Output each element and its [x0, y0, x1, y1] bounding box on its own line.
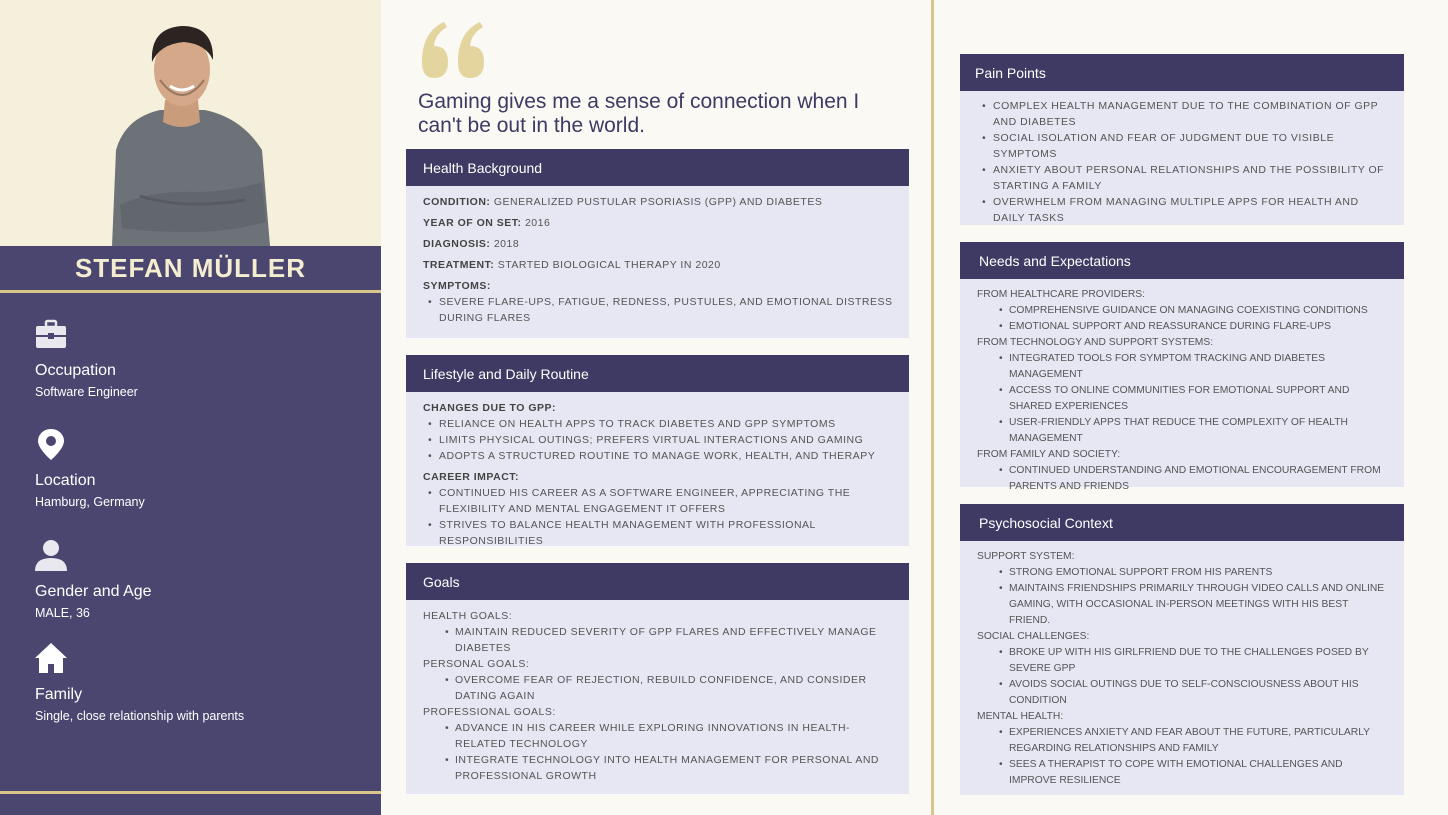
psycho-group-1-key: SUPPORT SYSTEM:	[977, 551, 1075, 562]
location-label: Location	[35, 472, 96, 489]
health-background-card	[406, 149, 909, 338]
list-item: • COMPLEX HEALTH MANAGEMENT DUE TO THE COMBINATION OF GPP AND DIABETES	[977, 98, 1388, 130]
profile-photo	[0, 0, 381, 246]
diagnosis-value: 2018	[493, 238, 520, 250]
list-item: • INTEGRATED TOOLS FOR SYMPTOM TRACKING AND DIABETES MANAGEMENT	[977, 351, 1388, 383]
occupation-value: Software Engineer	[35, 385, 138, 399]
gender-age-value: MALE, 36	[35, 606, 90, 620]
list-item: • SOCIAL ISOLATION AND FEAR OF JUDGMENT DUE TO VISIBLE SYMPTOMS	[977, 130, 1388, 162]
psychosocial-title: Psychosocial Context	[960, 504, 1404, 541]
list-item: • ADOPTS A STRUCTURED ROUTINE TO MANAGE WORK, HEALTH, AND THERAPY	[423, 448, 893, 464]
goals-title: Goals	[406, 563, 909, 600]
list-item: • ANXIETY ABOUT PERSONAL RELATIONSHIPS AND THE POSSIBILITY OF STARTING A FAMILY	[977, 162, 1388, 194]
list-item: • OVERWHELM FROM MANAGING MULTIPLE APPS FOR HEALTH AND DAILY TASKS	[977, 194, 1388, 226]
treatment-key: TREATMENT:	[423, 259, 495, 271]
treatment-value: STARTED BIOLOGICAL THERAPY IN 2020	[497, 259, 721, 271]
pain-points-title: Pain Points	[960, 54, 1404, 91]
psychosocial-card	[960, 504, 1404, 795]
onset-key: YEAR OF ON SET:	[423, 217, 522, 229]
list-item: • CONTINUED UNDERSTANDING AND EMOTIONAL ENCOURAGEMENT FROM PARENTS AND FRIENDS	[977, 463, 1388, 495]
health-background-title: Health Background	[406, 149, 909, 186]
family-value: Single, close relationship with parents	[35, 709, 245, 723]
list-item: • AVOIDS SOCIAL OUTINGS DUE TO SELF-CONSCIOUSNESS ABOUT HIS CONDITION	[977, 677, 1388, 709]
psycho-group-2-key: SOCIAL CHALLENGES:	[977, 631, 1090, 642]
location-pin-icon	[35, 428, 67, 460]
briefcase-icon	[35, 318, 67, 350]
lifestyle-body	[406, 392, 909, 549]
list-item: • CONTINUED HIS CAREER AS A SOFTWARE ENGINEER, APPRECIATING THE FLEXIBILITY AND MENTAL ENGAGEMENT IT OFFERS	[423, 485, 893, 517]
name-band	[0, 246, 381, 290]
list-item: • BROKE UP WITH HIS GIRLFRIEND DUE TO THE CHALLENGES POSED BY SEVERE GPP	[977, 645, 1388, 677]
gender-age-item	[35, 539, 152, 620]
diagnosis-row	[423, 236, 893, 252]
location-item	[35, 428, 145, 509]
gold-divider	[0, 290, 381, 293]
lifestyle-title: Lifestyle and Daily Routine	[406, 355, 909, 392]
psychosocial-body	[960, 541, 1404, 789]
list-item: • STRONG EMOTIONAL SUPPORT FROM HIS PARENTS	[977, 565, 1388, 581]
profile-panel	[0, 0, 381, 815]
list-item: • ADVANCE IN HIS CAREER WHILE EXPLORING INNOVATIONS IN HEALTH-RELATED TECHNOLOGY	[423, 720, 893, 752]
location-value: Hamburg, Germany	[35, 495, 145, 509]
persona-name: STEFAN MÜLLER	[74, 252, 307, 283]
needs-group-2-key: FROM TECHNOLOGY AND SUPPORT SYSTEMS:	[977, 337, 1214, 348]
vertical-divider	[931, 0, 934, 815]
career-key: CAREER IMPACT:	[423, 471, 520, 483]
occupation-label: Occupation	[35, 362, 116, 379]
list-item: • EXPERIENCES ANXIETY AND FEAR ABOUT THE FUTURE, PARTICULARLY REGARDING RELATIONSHIPS AND FAMILY	[977, 725, 1388, 757]
symptoms-key: SYMPTOMS:	[423, 280, 491, 292]
needs-title: Needs and Expectations	[960, 242, 1404, 279]
persona-quote: Gaming gives me a sense of connection when I can't be out in the world.	[418, 90, 860, 137]
gold-divider-bottom	[0, 791, 381, 794]
list-item: • INTEGRATE TECHNOLOGY INTO HEALTH MANAGEMENT FOR PERSONAL AND PROFESSIONAL GROWTH	[423, 752, 893, 784]
pain-points-body	[960, 91, 1404, 226]
symptoms-row	[423, 278, 893, 294]
personal-goals-key: PERSONAL GOALS:	[423, 658, 530, 670]
onset-row	[423, 215, 893, 231]
gender-age-label: Gender and Age	[35, 583, 152, 600]
list-item: • RELIANCE ON HEALTH APPS TO TRACK DIABETES AND GPP SYMPTOMS	[423, 416, 893, 432]
needs-group-3-key: FROM FAMILY AND SOCIETY:	[977, 449, 1121, 460]
list-item: • OVERCOME FEAR OF REJECTION, REBUILD CONFIDENCE, AND CONSIDER DATING AGAIN	[423, 672, 893, 704]
psycho-group-3-key: MENTAL HEALTH:	[977, 711, 1064, 722]
list-item: • STRIVES TO BALANCE HEALTH MANAGEMENT WITH PROFESSIONAL RESPONSIBILITIES	[423, 517, 893, 549]
list-item: • USER-FRIENDLY APPS THAT REDUCE THE COMPLEXITY OF HEALTH MANAGEMENT	[977, 415, 1388, 447]
list-item: • EMOTIONAL SUPPORT AND REASSURANCE DURING FLARE-UPS	[977, 319, 1388, 335]
list-item: • ACCESS TO ONLINE COMMUNITIES FOR EMOTIONAL SUPPORT AND SHARED EXPERIENCES	[977, 383, 1388, 415]
diagnosis-key: DIAGNOSIS:	[423, 238, 491, 250]
professional-goals-key: PROFESSIONAL GOALS:	[423, 706, 556, 718]
family-item	[35, 642, 244, 723]
goals-card	[406, 563, 909, 794]
health-background-body	[406, 186, 909, 326]
list-item: • MAINTAIN REDUCED SEVERITY OF GPP FLARES AND EFFECTIVELY MANAGE DIABETES	[423, 624, 893, 656]
family-label: Family	[35, 686, 83, 703]
condition-key: CONDITION:	[423, 196, 491, 208]
onset-value: 2016	[524, 217, 551, 229]
condition-value: GENERALIZED PUSTULAR PSORIASIS (GPP) AND DIABETES	[493, 196, 823, 208]
goals-body	[406, 600, 909, 784]
list-item: • SEES A THERAPIST TO COPE WITH EMOTIONAL CHALLENGES AND IMPROVE RESILIENCE	[977, 757, 1388, 789]
occupation-item	[35, 318, 138, 399]
treatment-row	[423, 257, 893, 273]
list-item: • MAINTAINS FRIENDSHIPS PRIMARILY THROUGH VIDEO CALLS AND ONLINE GAMING, WITH OCCASIONAL IN-PERSON MEETINGS WITH HIS BEST FRIEND.	[977, 581, 1388, 629]
needs-body	[960, 279, 1404, 495]
portrait-illustration	[0, 0, 381, 246]
list-item: • SEVERE FLARE-UPS, FATIGUE, REDNESS, PUSTULES, AND EMOTIONAL DISTRESS DURING FLARES	[423, 294, 893, 326]
pain-points-card	[960, 54, 1404, 225]
lifestyle-card	[406, 355, 909, 546]
person-icon	[35, 539, 67, 571]
condition-row	[423, 194, 893, 210]
house-icon	[35, 642, 67, 674]
changes-key: CHANGES DUE TO GPP:	[423, 402, 556, 414]
needs-card	[960, 242, 1404, 492]
list-item: • LIMITS PHYSICAL OUTINGS; PREFERS VIRTUAL INTERACTIONS AND GAMING	[423, 432, 893, 448]
health-goals-key: HEALTH GOALS:	[423, 610, 513, 622]
list-item: • COMPREHENSIVE GUIDANCE ON MANAGING COEXISTING CONDITIONS	[977, 303, 1388, 319]
quote-icon	[418, 18, 490, 82]
needs-group-1-key: FROM HEALTHCARE PROVIDERS:	[977, 289, 1146, 300]
